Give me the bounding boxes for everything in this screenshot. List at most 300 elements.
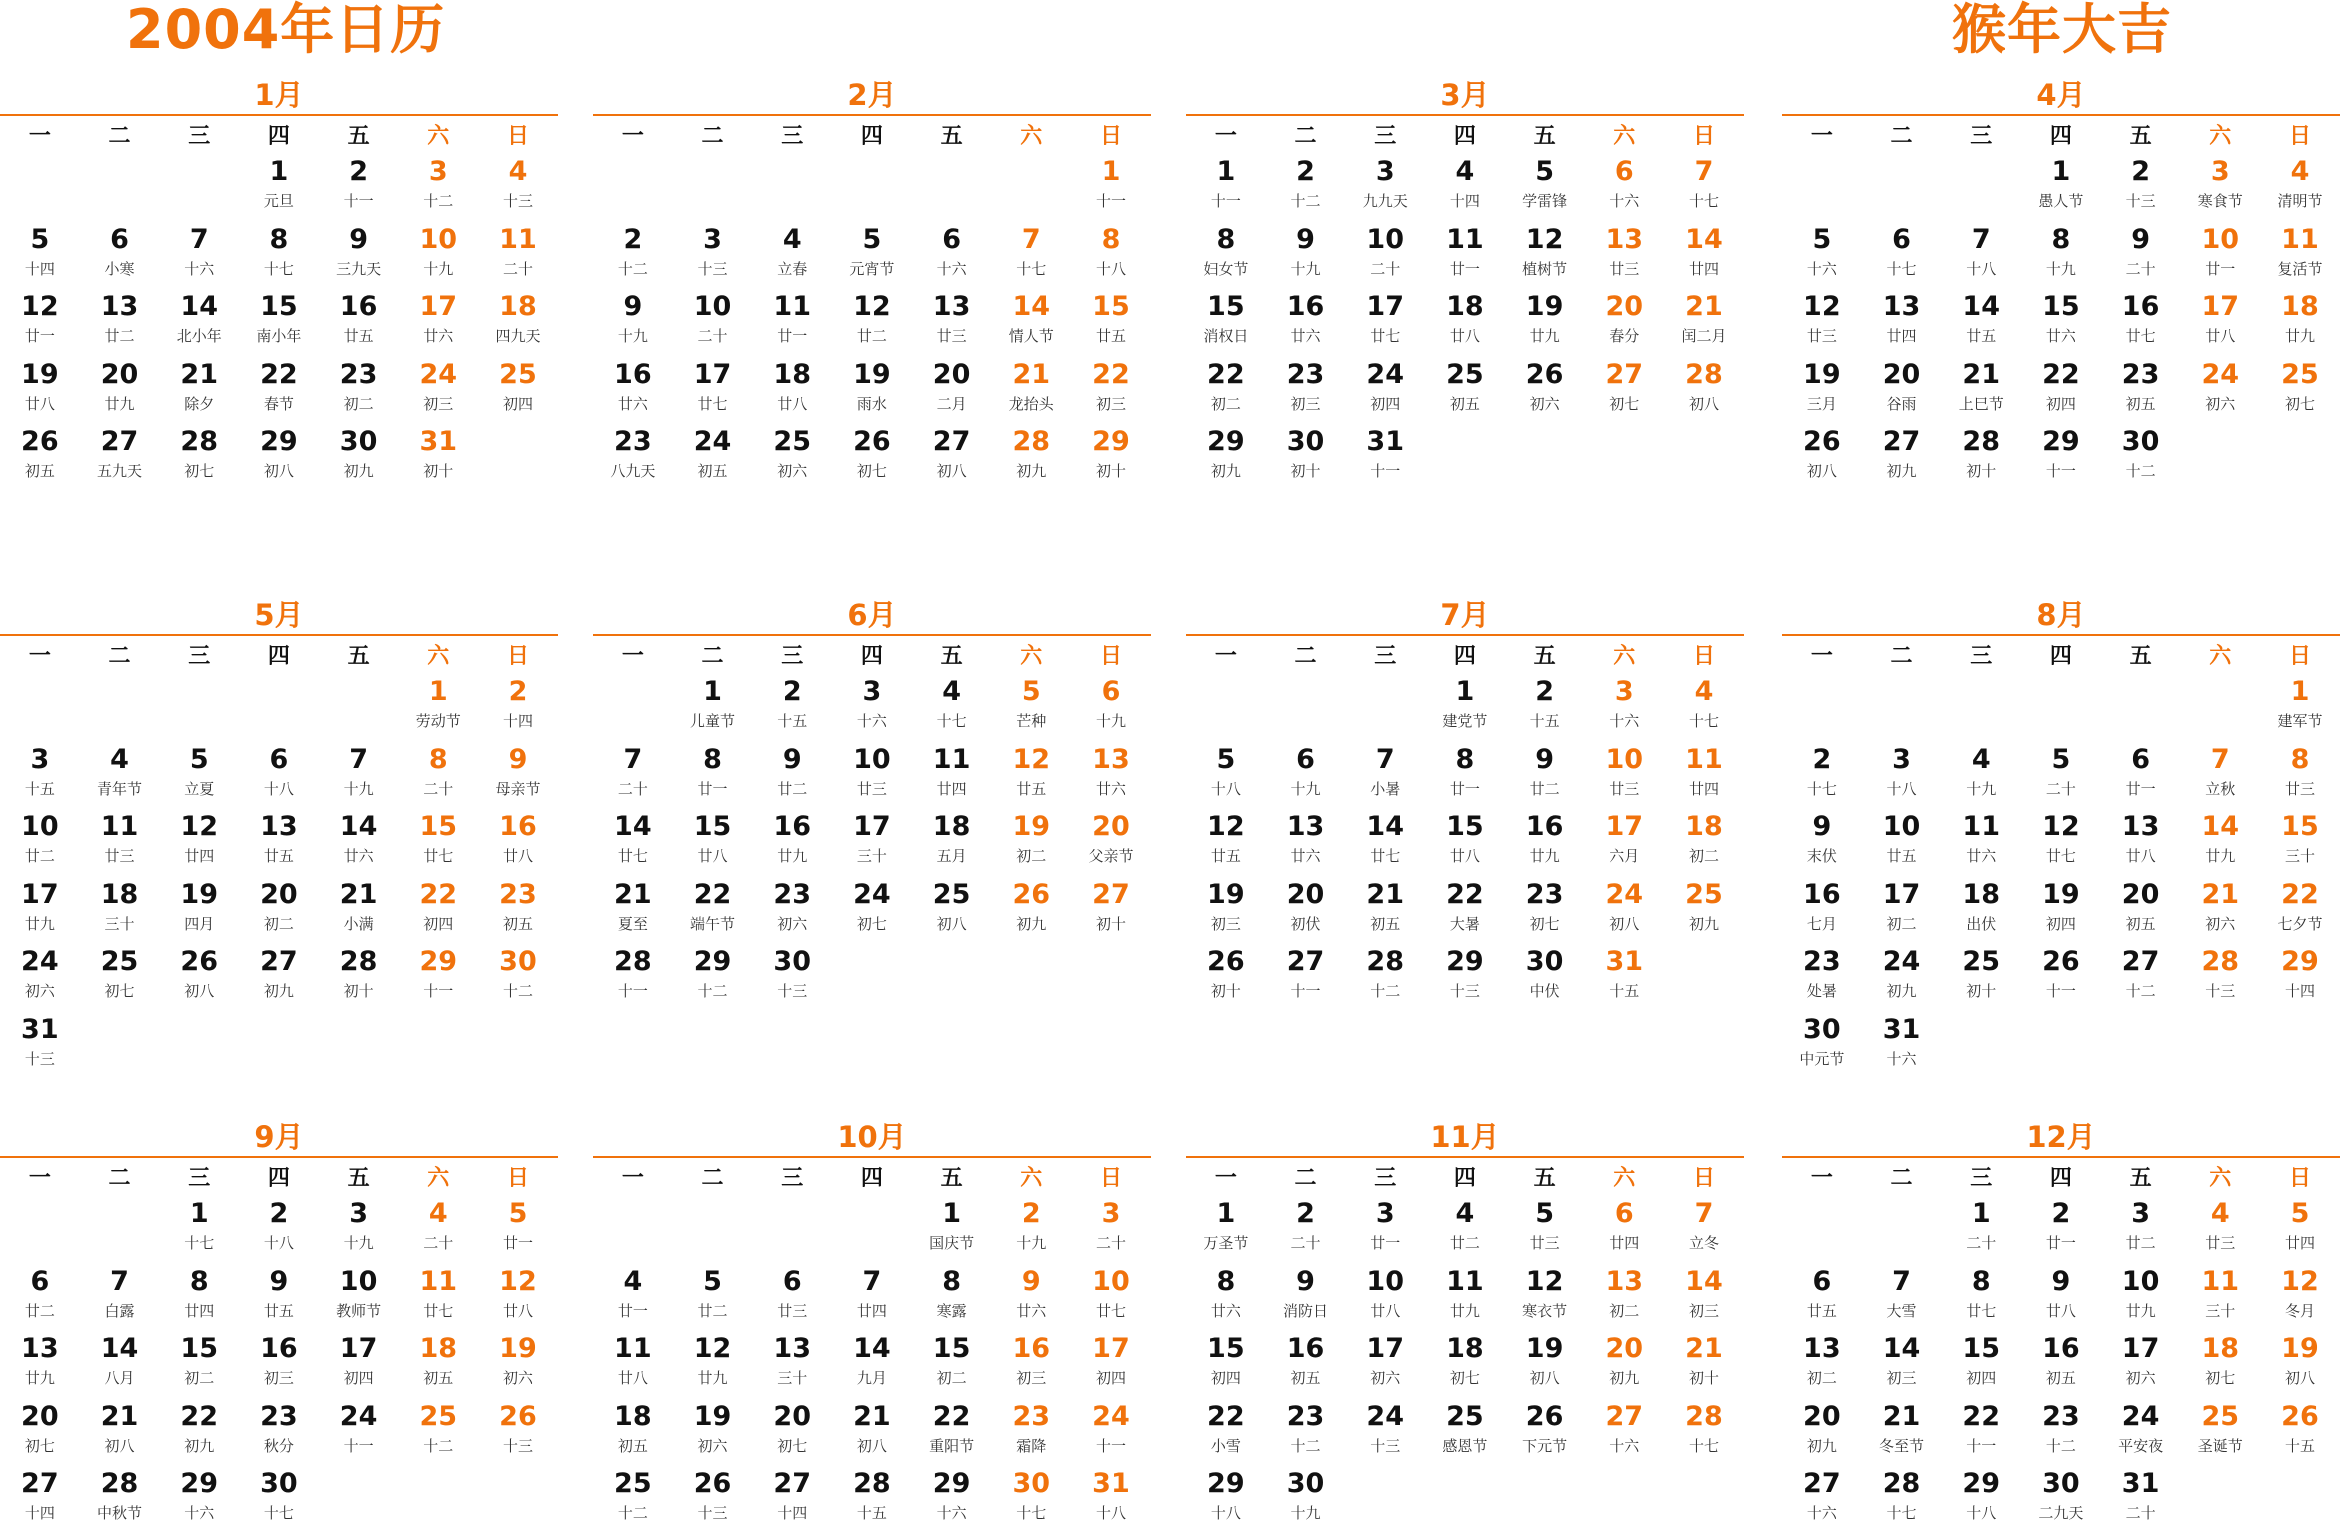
day-cell [1941,355,2021,423]
weekday-header [0,116,558,152]
day-cell [2021,355,2101,423]
day-number: 10 [853,743,891,775]
day-cell [0,807,80,875]
day-number: 18 [100,878,139,910]
lunar-date: 廿七 [1966,1301,1997,1320]
day-number: 12 [1803,291,1841,322]
lunar-date: 初八 [1688,394,1719,413]
day-number: 11 [614,1333,652,1364]
lunar-date: 十六 [1609,712,1640,730]
day-number: 26 [1525,358,1564,390]
lunar-date: 十五 [856,1504,887,1522]
day-cell [2101,875,2181,943]
lunar-date: 廿二 [856,327,887,345]
day-grid [0,1194,558,1532]
day-number: 8 [703,743,722,775]
day-cell [991,220,1071,288]
day-grid [593,152,1151,490]
lunar-date: 初五 [1370,914,1401,933]
lunar-date: 雨水 [856,394,887,413]
weekday-label: 六 [2209,643,2232,669]
day-cell [1782,355,1862,423]
day-cell [2260,1262,2340,1330]
lunar-date: 初八 [2284,1369,2315,1387]
lunar-date: 三十 [2284,847,2315,865]
lunar-date: 妇女节 [1203,259,1249,278]
day-cell [2180,355,2260,423]
lunar-date: 廿一 [1449,779,1480,798]
day-number: 26 [1012,878,1051,910]
day-cell [2101,355,2181,423]
lunar-date: 九九天 [1362,192,1408,210]
lunar-date: 十六 [1806,259,1837,278]
day-number: 4 [1971,743,1991,775]
day-cell [1186,422,1266,490]
empty-day-cell [1782,672,1862,740]
lunar-date: 廿三 [2205,1234,2236,1252]
lunar-date: 廿六 [1210,1301,1241,1320]
day-number: 30 [1012,1468,1051,1499]
lunar-date: 廿八 [777,394,808,413]
day-cell [0,287,80,355]
day-cell [1345,1194,1425,1262]
day-cell [1505,1194,1585,1262]
day-cell [2260,942,2340,1010]
month-block [1782,596,2340,1077]
day-cell [2021,1464,2101,1532]
lunar-date: 廿二 [697,1301,728,1320]
day-number: 21 [1366,878,1404,910]
lunar-date: 廿九 [1529,327,1560,345]
day-cell [1345,152,1425,220]
lunar-date: 廿三 [1806,327,1837,345]
empty-day-cell [80,1194,160,1262]
lunar-date: 十七 [1886,1504,1917,1522]
day-cell [991,422,1071,490]
day-cell [398,1329,478,1397]
day-number: 24 [1366,1400,1404,1432]
lunar-date: 冬至节 [1879,1436,1925,1455]
day-number: 13 [1092,743,1130,775]
day-cell [239,875,319,943]
day-number: 27 [773,1468,811,1499]
day-number: 11 [1685,743,1723,775]
lunar-date: 霜降 [1016,1436,1047,1455]
day-cell [319,740,399,808]
weekday-label: 三 [781,643,804,669]
day-number: 28 [1882,1468,1921,1499]
day-cell [912,220,992,288]
month-title: 7月 [1186,596,1744,636]
day-cell [1584,355,1664,423]
lunar-date: 廿七 [1370,327,1401,345]
weekday-label: 六 [1613,643,1636,669]
day-cell [159,355,239,423]
lunar-date: 十一 [1210,192,1241,210]
day-cell [319,942,399,1010]
lunar-date: 初十 [1290,462,1321,480]
lunar-date: 十八 [1095,1504,1126,1522]
day-cell [991,672,1071,740]
lunar-date: 初九 [263,982,294,1000]
weekday-label: 四 [1453,643,1476,669]
day-cell [2021,152,2101,220]
day-number: 16 [1525,811,1564,842]
empty-day-cell [752,1194,832,1262]
day-cell [832,1464,912,1532]
day-number: 21 [1685,1333,1723,1364]
weekday-label: 一 [28,123,51,149]
day-number: 16 [773,811,811,842]
lunar-date: 初九 [1886,462,1917,480]
day-number: 30 [1286,1468,1325,1499]
day-number: 27 [1605,1400,1644,1432]
empty-day-cell [0,1194,80,1262]
day-number: 22 [1962,1400,2000,1432]
day-cell [2021,220,2101,288]
lunar-date: 廿六 [1966,847,1997,865]
lunar-date: 小寒 [104,259,135,278]
day-cell [2101,1464,2181,1532]
lunar-date: 初伏 [1290,914,1321,933]
lunar-date: 冬月 [2284,1301,2315,1320]
lunar-date: 十七 [1806,779,1837,798]
day-cell [80,355,160,423]
lunar-date: 十六 [1609,192,1640,210]
day-cell [1425,807,1505,875]
lunar-date: 廿六 [1290,327,1321,345]
day-number: 2 [1296,1198,1315,1229]
day-cell [398,875,478,943]
day-cell [912,740,992,808]
lunar-date: 廿七 [423,847,454,865]
day-number: 20 [21,1400,59,1432]
day-cell [1862,287,1942,355]
day-cell [1584,740,1664,808]
day-number: 8 [189,1265,209,1297]
day-cell [239,355,319,423]
day-cell [239,220,319,288]
day-cell [478,807,558,875]
day-cell [2101,740,2181,808]
lunar-date: 廿八 [24,394,55,413]
day-number: 14 [180,291,218,322]
day-cell [1425,220,1505,288]
day-cell [1664,152,1744,220]
lunar-date: 廿八 [2045,1301,2076,1320]
month-block [1782,76,2340,490]
weekday-label: 五 [2129,123,2152,149]
day-cell [912,875,992,943]
day-cell [159,740,239,808]
day-number: 22 [1446,878,1484,910]
day-number: 17 [1605,811,1644,842]
day-number: 25 [499,358,537,390]
day-cell [1186,942,1266,1010]
day-cell [752,672,832,740]
day-cell [991,1329,1071,1397]
lunar-date: 廿九 [2284,327,2315,345]
empty-day-cell [1345,672,1425,740]
lunar-date: 初十 [423,462,454,480]
lunar-date: 廿一 [1449,259,1480,278]
lunar-date: 十三 [502,1436,533,1455]
day-cell [752,807,832,875]
empty-day-cell [1266,672,1346,740]
day-number: 28 [180,426,218,457]
day-number: 25 [1962,946,2000,977]
empty-day-cell [2101,672,2181,740]
lunar-date: 初六 [24,982,55,1000]
day-number: 23 [1286,1400,1325,1432]
day-cell [0,942,80,1010]
weekday-label: 日 [506,643,529,669]
empty-day-cell [1782,152,1862,220]
month-title: 9月 [0,1118,558,1158]
day-cell [159,807,239,875]
empty-day-cell [593,1194,673,1262]
lunar-date: 廿二 [24,1301,55,1320]
day-number: 20 [1882,358,1921,390]
lunar-date: 寒食节 [2197,192,2243,210]
lunar-date: 廿五 [1095,327,1126,345]
lunar-date: 十五 [1609,982,1640,1000]
lunar-date: 十一 [2045,462,2076,480]
day-cell [1584,1329,1664,1397]
weekday-label: 二 [1294,1165,1317,1191]
day-cell [673,672,753,740]
day-number: 14 [2201,811,2240,842]
day-cell [832,672,912,740]
empty-day-cell [1862,152,1942,220]
weekday-label: 五 [347,643,370,669]
day-cell [1266,1262,1346,1330]
lunar-date: 国庆节 [929,1234,975,1252]
day-number: 14 [1366,811,1404,842]
empty-day-cell [2180,672,2260,740]
day-number: 2 [1812,743,1832,775]
day-number: 22 [180,1400,218,1432]
day-cell [832,1262,912,1330]
day-cell [319,1397,399,1465]
lunar-date: 初四 [1095,1369,1126,1387]
day-cell [1345,1397,1425,1465]
day-number: 17 [21,878,59,910]
month-block [593,1118,1151,1532]
day-number: 21 [1882,1400,1921,1432]
day-cell [1505,875,1585,943]
weekday-header [1782,1158,2340,1194]
day-number: 18 [773,358,811,390]
day-number: 13 [21,1333,59,1364]
weekday-label: 二 [108,123,131,149]
day-cell [80,740,160,808]
day-cell [2260,672,2340,740]
day-cell [80,1329,160,1397]
day-cell [2180,1397,2260,1465]
year-slogan: 猴年大吉 [1952,0,2172,61]
day-cell [912,672,992,740]
day-cell [2180,740,2260,808]
day-number: 7 [1971,223,1991,255]
month-title: 11月 [1186,1118,1744,1158]
day-number: 10 [1882,811,1921,842]
day-number: 30 [2042,1468,2080,1499]
lunar-date: 十三 [1370,1436,1401,1455]
lunar-date: 初三 [423,394,454,413]
lunar-date: 廿九 [777,847,808,865]
day-number: 22 [2281,878,2319,910]
lunar-date: 圣诞节 [2197,1436,2243,1455]
day-number: 22 [2042,358,2080,390]
day-number: 1 [703,676,722,707]
day-cell [1345,220,1425,288]
lunar-date: 十二 [502,982,533,1000]
day-cell [1584,672,1664,740]
day-cell [239,740,319,808]
day-cell [398,942,478,1010]
day-cell [1186,740,1266,808]
day-number: 14 [339,811,378,842]
lunar-date: 初四 [2045,914,2076,933]
lunar-date: 立冬 [1688,1234,1719,1252]
lunar-date: 初四 [1210,1369,1241,1387]
day-number: 31 [1092,1468,1130,1499]
day-number: 13 [2121,811,2160,842]
day-cell [1862,220,1942,288]
lunar-date: 建党节 [1442,712,1488,730]
day-number: 4 [942,676,961,707]
day-number: 10 [1092,1265,1130,1297]
lunar-date: 十一 [1370,462,1401,480]
day-cell [2260,287,2340,355]
lunar-date: 初三 [1095,394,1126,413]
day-number: 29 [2042,426,2080,457]
day-number: 16 [1012,1333,1051,1364]
lunar-date: 芒种 [1016,712,1047,730]
day-number: 11 [773,291,811,322]
lunar-date: 十八 [1966,259,1997,278]
day-cell [832,807,912,875]
day-number: 20 [1803,1400,1841,1432]
day-cell [832,220,912,288]
lunar-date: 三十 [856,847,887,865]
day-number: 7 [349,743,368,775]
lunar-date: 初六 [502,1369,533,1387]
day-number: 27 [21,1468,59,1499]
day-number: 24 [853,878,891,910]
empty-day-cell [0,672,80,740]
day-number: 24 [2121,1400,2160,1432]
day-number: 2 [1535,676,1554,707]
day-number: 21 [1012,358,1051,390]
weekday-label: 五 [940,1165,963,1191]
lunar-date: 龙抬头 [1008,394,1054,413]
day-cell [1584,1262,1664,1330]
day-number: 12 [1525,1265,1564,1297]
day-cell [478,1262,558,1330]
day-cell [752,1464,832,1532]
day-number: 10 [1605,743,1644,775]
day-cell [752,1262,832,1330]
day-number: 16 [499,811,537,842]
day-number: 29 [932,1468,971,1499]
lunar-date: 初四 [1370,394,1401,413]
lunar-date: 八九天 [610,462,656,480]
lunar-date: 廿五 [1016,779,1047,798]
day-grid [0,672,558,1077]
day-number: 5 [1535,156,1554,187]
weekday-label: 五 [1533,123,1556,149]
day-cell [1782,1010,1862,1078]
day-cell [832,1397,912,1465]
day-number: 29 [260,426,298,457]
day-cell [1425,152,1505,220]
day-cell [1186,1329,1266,1397]
day-number: 15 [2042,291,2080,322]
day-cell [2021,1194,2101,1262]
day-cell [1345,1262,1425,1330]
lunar-date: 感恩节 [1442,1436,1488,1455]
day-number: 11 [419,1265,458,1297]
day-cell [478,942,558,1010]
day-number: 17 [339,1333,378,1364]
day-number: 9 [1021,1265,1041,1297]
lunar-date: 廿三 [856,779,887,798]
day-cell [673,287,753,355]
day-cell [0,220,80,288]
lunar-date: 十九 [343,779,374,798]
lunar-date: 十七 [1016,259,1047,278]
day-cell [319,422,399,490]
day-cell [912,1329,992,1397]
lunar-date: 十七 [263,259,294,278]
day-number: 14 [1685,223,1723,255]
day-cell [752,1329,832,1397]
day-number: 6 [30,1265,50,1297]
day-cell [1941,1194,2021,1262]
day-cell [159,942,239,1010]
day-cell [1664,1194,1744,1262]
day-cell [319,1194,399,1262]
day-number: 9 [2131,223,2150,255]
day-cell [1186,220,1266,288]
lunar-date: 中秋节 [97,1504,143,1522]
day-cell [1941,740,2021,808]
day-cell [0,355,80,423]
day-cell [1071,355,1151,423]
lunar-date: 建军节 [2277,712,2323,730]
weekday-label: 三 [1970,1165,1993,1191]
day-number: 22 [1207,358,1245,390]
lunar-date: 廿九 [2125,1301,2156,1320]
day-number: 31 [1882,1013,1921,1045]
lunar-date: 初八 [263,462,294,480]
day-cell [319,355,399,423]
lunar-date: 二九天 [2038,1504,2084,1522]
day-number: 1 [2051,156,2071,187]
day-number: 23 [1286,358,1325,390]
day-cell [80,875,160,943]
lunar-date: 初十 [1095,914,1126,933]
day-number: 15 [2281,811,2319,842]
day-cell [593,1464,673,1532]
day-cell [1664,875,1744,943]
lunar-date: 廿五 [263,1301,294,1320]
day-number: 21 [853,1400,891,1432]
day-number: 5 [30,223,50,255]
day-cell [0,1397,80,1465]
